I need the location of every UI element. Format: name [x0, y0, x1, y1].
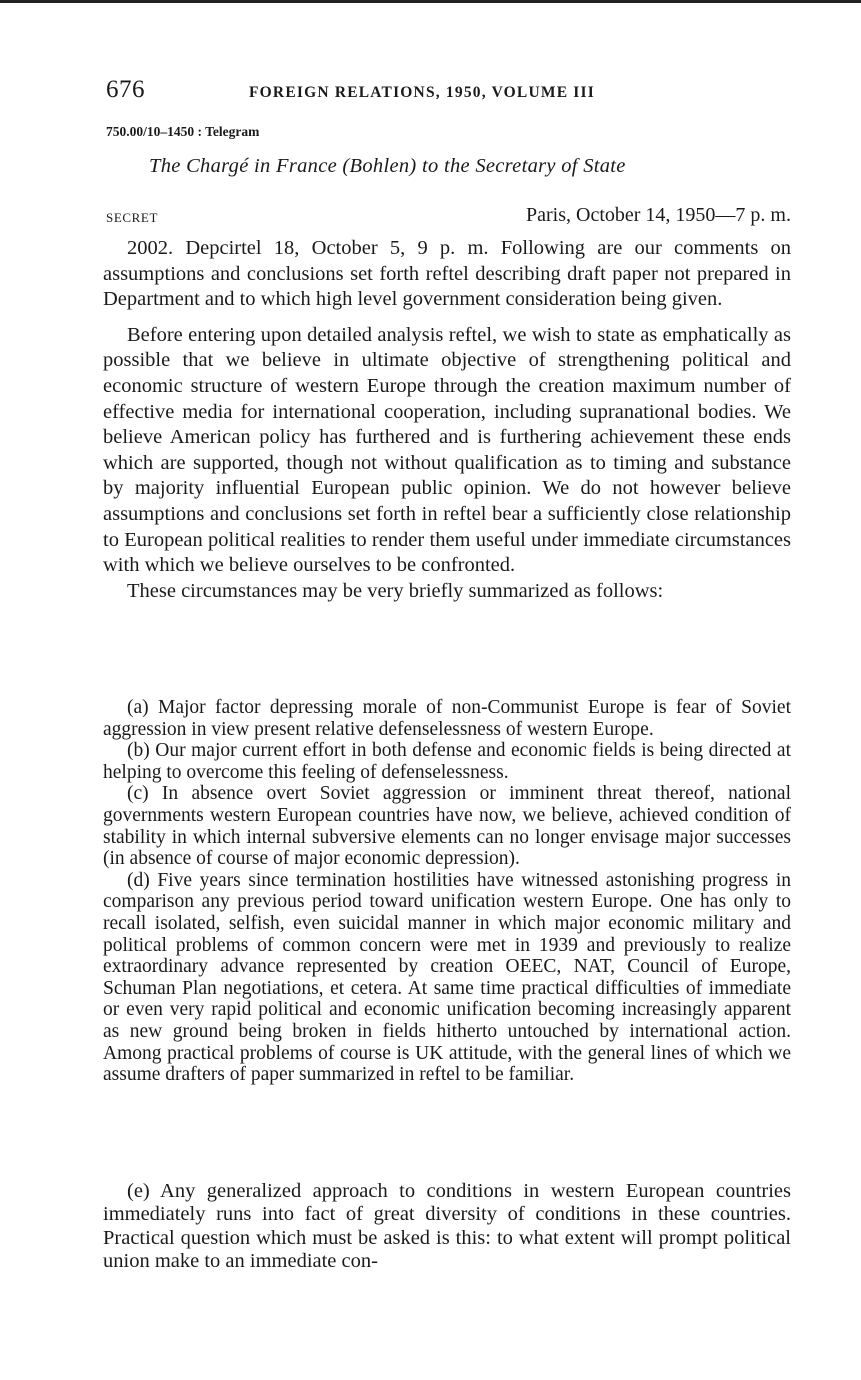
- circumstances-list: [103, 697, 791, 1086]
- page-top-edge: [0, 0, 861, 3]
- list-item-a: (a) Major factor depressing morale of non-Communist Europe is fear of Soviet aggression in view present relative defenselessness of western Europe.: [103, 697, 791, 740]
- list-item-d: (d) Five years since termination hostilities have witnessed astonishing progress in comparison any previous period toward unification western Europe. One has only to recall isolated, selfish, even suicidal manner in which major economic military and political problems of common concern were met in 1939 and previously to realize extraordinary advance represented by creation OEEC, NAT, Council of Europe, Schuman Plan negotiations, et cetera. At same time practical difficulties of immediate or even very rapid political and economic unification becoming increasingly apparent as new ground being broken in fields hitherto untouched by international action. Among practical problems of course is UK attitude, with the general lines of which we assume drafters of paper summarized in reftel to be familiar.: [103, 869, 791, 1086]
- circumstances-list-continued: [103, 1180, 791, 1274]
- list-item-e: (e) Any generalized approach to conditions in western European countries immediately runs into fact of great diversity of conditions in these countries. Practical question which must be asked is this: to what extent will prompt political union make to an immediate con-: [103, 1180, 791, 1273]
- document-title: The Chargé in France (Bohlen) to the Secretary of State: [149, 155, 626, 177]
- dateline: [106, 204, 791, 234]
- document-file-number: 750.00/10–1450 : Telegram: [106, 124, 260, 139]
- running-head: FOREIGN RELATIONS, 1950, VOLUME III: [249, 84, 595, 101]
- classification-marking: SECRET: [106, 210, 158, 225]
- telegram-body: [103, 236, 791, 604]
- paragraph-opening: 2002. Depcirtel 18, October 5, 9 p. m. Following are our comments on assumptions and conclusions set forth reftel describing draft paper not prepared in Department and to which high level government consideration being given.: [103, 237, 791, 311]
- page-number: 676: [106, 76, 145, 103]
- paragraph-objective: Before entering upon detailed analysis reftel, we wish to state as emphatically as possible that we believe in ultimate objective of strengthening political and economic structure of western Europe through the creation maximum number of effective media for international cooperation, including supranational bodies. We believe American policy has furthered and is furthering achievement these ends which are supported, though not without qualification as to timing and substance by majority influential European public opinion. We do not however believe assumptions and conclusions set forth in reftel bear a sufficiently close relationship to European political realities to render them useful under immediate circumstances with which we believe ourselves to be confronted.: [103, 323, 791, 577]
- list-item-b: (b) Our major current effort in both defense and economic fields is being directed at helping to overcome this feeling of defenselessness.: [103, 740, 791, 783]
- place-and-date: Paris, October 14, 1950—7 p. m.: [526, 204, 791, 226]
- page-header: [103, 76, 791, 110]
- list-item-c: (c) In absence overt Soviet aggression or imminent threat thereof, national governments western European countries have now, we believe, achieved condition of stability in which internal subversive elements can no longer envisage major successes (in absence of course of major economic depression).: [103, 783, 791, 870]
- paragraph-summary-intro: These circumstances may be very briefly summarized as follows:: [127, 579, 664, 602]
